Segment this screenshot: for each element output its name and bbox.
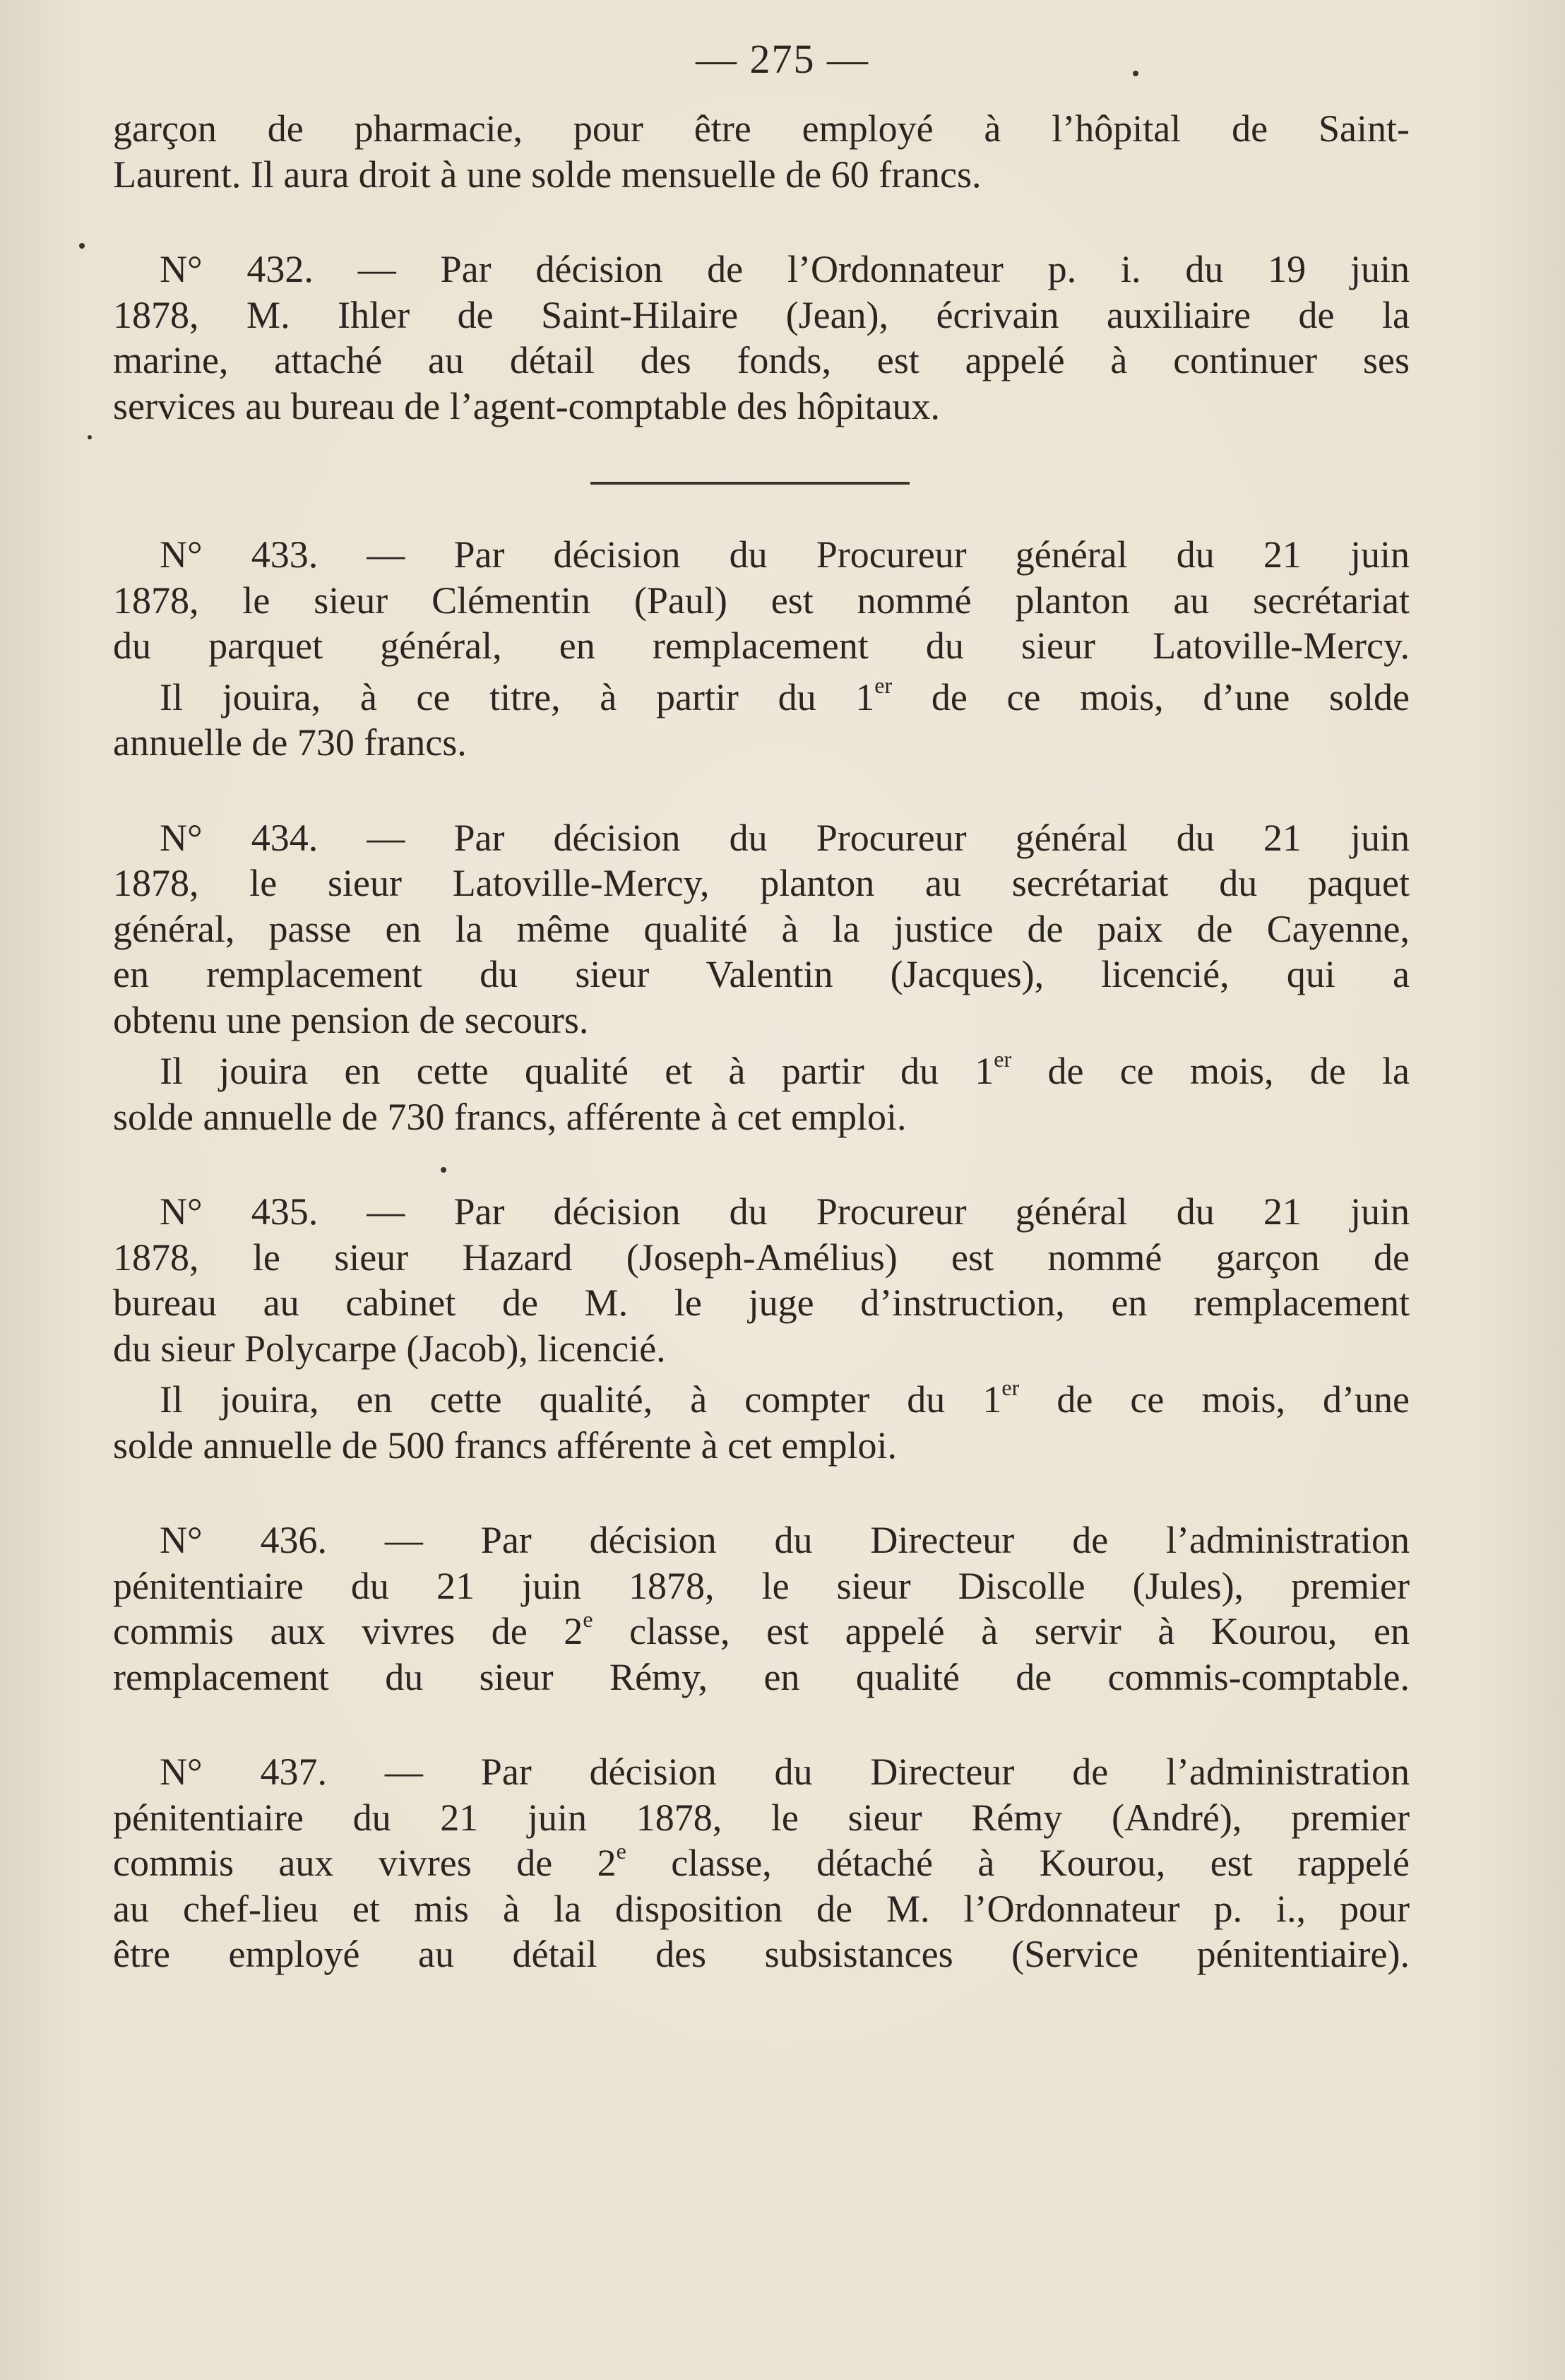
document-body [113, 106, 1410, 1977]
text-line: Il jouira, en cette qualité, à compter du 1er de ce mois, d’une [113, 1377, 1410, 1423]
text-line: obtenu une pension de secours. [113, 998, 589, 1041]
text-line: bureau au cabinet de M. le juge d’instruction, en remplacement [113, 1281, 1410, 1324]
text-line: 1878, le sieur Clémentin (Paul) est nommé planton au secrétariat [113, 579, 1410, 622]
page-number: — 275 — [696, 36, 869, 82]
text-line: solde annuelle de 730 francs, afférente à cet emploi. [113, 1095, 907, 1138]
text-line: être employé au détail des subsistances (Service pénitentiaire). [113, 1933, 1410, 1975]
text-line: commis aux vivres de 2e classe, détaché à Kourou, est rappelé [113, 1840, 1410, 1886]
ink-speck [88, 435, 92, 439]
entry-437 [113, 1749, 1410, 1977]
entry-heading-line: N° 437. — Par décision du Directeur de l’administration [160, 1751, 1410, 1793]
text-line: 1878, le sieur Latoville-Mercy, planton au secrétariat du paquet [113, 862, 1410, 904]
text-line: du parquet général, en remplacement du sieur Latoville-Mercy. [113, 624, 1410, 667]
entry-434 [113, 815, 1410, 1140]
entry-436 [113, 1517, 1410, 1700]
ink-speck [79, 243, 85, 249]
text-line: commis aux vivres de 2e classe, est appelé à servir à Kourou, en [113, 1609, 1410, 1654]
entry-heading-line: N° 432. — Par décision de l’Ordonnateur p. i. du 19 juin [160, 248, 1410, 290]
text-line: pénitentiaire du 21 juin 1878, le sieur Rémy (André), premier [113, 1796, 1410, 1839]
text-line: 1878, le sieur Hazard (Joseph-Amélius) est nommé garçon de [113, 1236, 1410, 1279]
entry-heading-line: N° 436. — Par décision du Directeur de l’administration [160, 1519, 1410, 1561]
superscript: er [994, 1048, 1012, 1072]
superscript: er [1001, 1377, 1020, 1400]
entry-heading-line: N° 433. — Par décision du Procureur général du 21 juin [160, 533, 1410, 576]
text-line: au chef-lieu et mis à la disposition de M. l’Ordonnateur p. i., pour [113, 1887, 1410, 1930]
superscript: e [583, 1609, 593, 1632]
entry-heading-line: N° 435. — Par décision du Procureur général du 21 juin [160, 1190, 1410, 1233]
entry-433 [113, 532, 1410, 766]
superscript: e [616, 1840, 626, 1864]
text-line: en remplacement du sieur Valentin (Jacques), licencié, qui a [113, 953, 1410, 995]
text-line: remplacement du sieur Rémy, en qualité de commis-comptable. [113, 1655, 1410, 1698]
text-line: Il jouira en cette qualité et à partir du 1er de ce mois, de la [113, 1048, 1410, 1094]
text-line: services au bureau de l’agent-comptable des hôpitaux. [113, 384, 941, 427]
text-line: général, passe en la même qualité à la justice de paix de Cayenne, [113, 907, 1410, 950]
text-line: Laurent. Il aura droit à une solde mensuelle de 60 francs. [113, 153, 982, 196]
text-line: annuelle de 730 francs. [113, 721, 467, 764]
text-line: marine, attaché au détail des fonds, est appelé à continuer ses [113, 339, 1410, 381]
text-line: du sieur Polycarpe (Jacob), licencié. [113, 1327, 666, 1370]
entry-heading-line: N° 434. — Par décision du Procureur général du 21 juin [160, 816, 1410, 859]
superscript: er [874, 674, 893, 698]
text-line: solde annuelle de 500 francs afférente à cet emploi. [113, 1423, 898, 1467]
entry-435 [113, 1189, 1410, 1468]
entry-432 [113, 247, 1410, 429]
ink-speck [1133, 71, 1138, 76]
text-line: 1878, M. Ihler de Saint-Hilaire (Jean), écrivain auxiliaire de la [113, 293, 1410, 336]
text-line: garçon de pharmacie, pour être employé à l’hôpital de Saint- [113, 107, 1410, 150]
continuation-paragraph [113, 106, 1410, 197]
text-line: Il jouira, à ce titre, à partir du 1er de ce mois, d’une solde [113, 675, 1410, 721]
text-line: pénitentiaire du 21 juin 1878, le sieur Discolle (Jules), premier [113, 1564, 1410, 1607]
